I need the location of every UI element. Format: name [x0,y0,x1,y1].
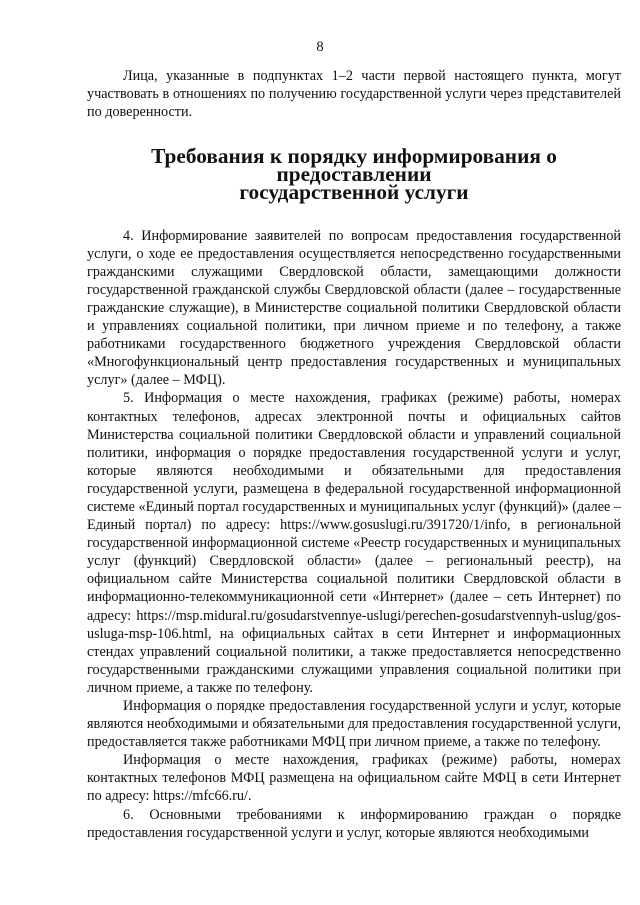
document-body [87,67,621,842]
section-heading-line-1: Требования к порядку информирования о предоставлении [151,144,557,187]
page-number: 8 [316,39,324,55]
section-heading-line-2: государственной услуги [239,180,469,205]
paragraph-5: 5. Информация о месте нахождения, графиках (режиме) работы, номерах контактных телефонов, адресах электронной почты и официальных сайтов Министерства социальной политики Свердловской области и управлений социальной политики, информация о порядке предоставления государственной услуги и услуг, которые являются необходимыми и обязательными для предоставления государственной услуги, размещена в федеральной государственной информационной системе «Единый портал государственных и муниципальных услуг (функций)» (далее – Единый портал) по адресу: https://www.gosuslugi.ru/391720/1/info, в региональной государственной информационной системе «Реестр государственных и муниципальных услуг (функций) Свердловской области» (далее – региональный реестр), на официальном сайте Министерства социальной политики Свердловской области в информационно-телекоммуникационной сети «Интернет» (далее – сеть Интернет) по адресу: https://msp.midural.ru/gosudarstvennye-uslugi/perechen-gosudarstvennyh-uslug/gos-usluga-msp-106.html, на официальных сайтах в сети Интернет и информационных стендах управлений социальной политики, а также предоставляется непосредственно государственными гражданскими служащими управления социальной политики при личном приеме, а также по телефону. [87,390,621,696]
section-heading [87,144,621,205]
paragraph-5-mfc-contacts: Информация о месте нахождения, графиках (режиме) работы, номерах контактных телефонов МФЦ размещена на официальном сайте МФЦ в сети Интернет по адресу: https://mfc66.ru/. [87,752,621,805]
paragraph-5-mfc-info: Информация о порядке предоставления государственной услуги и услуг, которые являются необходимыми и обязательными для предоставления государственной услуги, предоставляется также работниками МФЦ при личном приеме, а также по телефону. [87,698,621,751]
intro-paragraph: Лица, указанные в подпунктах 1–2 части первой настоящего пункта, могут участвовать в отношениях по получению государственной услуги через представителей по доверенности. [87,68,621,121]
paragraph-6: 6. Основными требованиями к информированию граждан о порядке предоставления государственной услуги и услуг, которые являются необходимыми [87,806,621,841]
paragraph-4: 4. Информирование заявителей по вопросам предоставления государственной услуги, о ходе ее предоставления осуществляется непосредственно государственными гражданскими служащими Свердловской области, замещающими должности государственной гражданской службы Свердловской области (далее – государственные гражданские служащие), в Министерстве социальной политики Свердловской области и управлениях социальной политики, при личном приеме и по телефону, а также работниками государственного бюджетного учреждения Свердловской области «Многофункциональный центр предоставления государственных и муниципальных услуг» (далее – МФЦ). [87,227,621,389]
